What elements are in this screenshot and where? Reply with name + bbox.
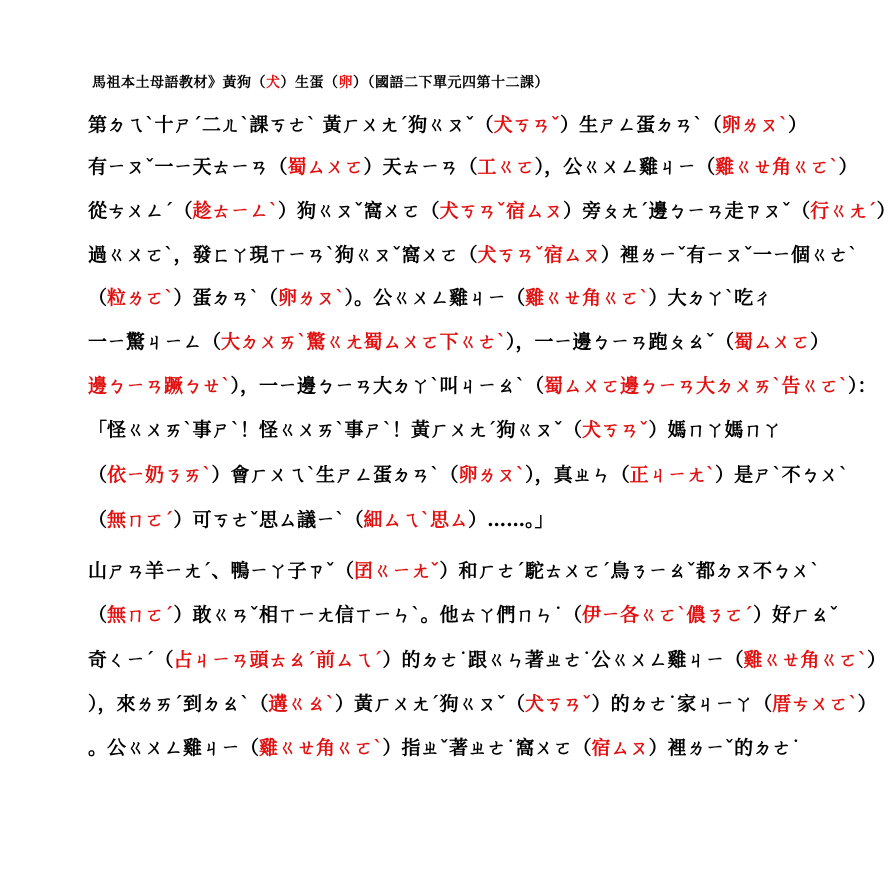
- text-line: [88, 505, 613, 543]
- text-line: [88, 733, 801, 771]
- mandarin-text: 山ㄕㄢ羊ㄧㄤˊ、鴨ㄧㄚ子ㄗˇ（: [88, 560, 355, 582]
- dialect-annotation: 宿ㄙㄡ: [591, 737, 649, 759]
- mandarin-text: 有ㄧㄡˇ一ㄧ天ㄊㄧㄢ（: [88, 156, 288, 178]
- dialect-annotation: 犬ㄎㄢˇ宿ㄙㄡ: [477, 244, 602, 266]
- mandarin-text: ）會ㄏㄨㄟˋ生ㄕㄥ蛋ㄉㄢˋ（: [211, 464, 459, 486]
- mandarin-text: ）可ㄎㄜˇ思ㄙ議ㄧˋ（: [173, 509, 364, 531]
- mandarin-text: ），一ㄧ邊ㄅㄧㄢ跑ㄆㄠˇ（: [506, 331, 735, 353]
- mandarin-text: ）的ㄉㄜ˙家ㄐㄧㄚ（: [591, 693, 773, 715]
- dialect-annotation: 無ㄇㄛˊ: [107, 604, 174, 626]
- dialect-annotation: 雞ㄍㄝ角ㄍㄛˋ: [743, 649, 868, 671]
- text-line: [88, 415, 782, 453]
- dialect-annotation: 犬ㄎㄢˇ: [582, 419, 649, 441]
- text-line: [88, 645, 887, 683]
- mandarin-text: 「怪ㄍㄨㄞˋ事ㄕˋ！怪ㄍㄨㄞˋ事ㄕˋ！黃ㄏㄨㄤˊ狗ㄍㄡˇ（: [88, 419, 583, 441]
- text-line: [88, 196, 896, 234]
- dialect-annotation: 蜀ㄙㄨㄛ邊ㄅㄧㄢ大ㄉㄨㄞˋ告ㄍㄛˋ: [544, 375, 849, 397]
- dialect-annotation: 犬ㄎㄢˇ宿ㄙㄡ: [439, 200, 564, 222]
- text-line: [88, 152, 858, 190]
- dialect-annotation: 犬ㄎㄢˇ: [493, 114, 561, 136]
- mandarin-text: ）好ㄏㄠˇ: [753, 604, 839, 626]
- mandarin-text: 。公ㄍㄨㄥ雞ㄐㄧ（: [88, 737, 260, 759]
- dialect-annotation: 邊ㄅㄧㄢ蹶ㄅㄝˋ: [88, 375, 231, 397]
- text-line: [88, 600, 839, 638]
- dialect-annotation: 雞ㄍㄝ角ㄍㄛˋ: [259, 737, 383, 759]
- text-line: [88, 556, 820, 594]
- dialect-annotation: 蜀ㄙㄨㄛ: [287, 156, 364, 178]
- mandarin-text: （: [88, 604, 108, 626]
- mandarin-text: ）天ㄊㄧㄢ（: [363, 156, 478, 178]
- dialect-annotation: 雞ㄍㄝ角ㄍㄛˋ: [715, 156, 839, 178]
- mandarin-text: ）裡ㄌㄧˇ有ㄧㄡˇ一ㄧ個ㄍㄜˋ: [601, 244, 858, 266]
- text-line: [88, 240, 858, 278]
- text-line: [88, 689, 877, 727]
- dialect-annotation: 占ㄐㄧㄢ頭ㄊㄠˊ前ㄙㄟˊ: [173, 649, 383, 671]
- dialect-annotation: 卵ㄌㄡˋ: [278, 287, 345, 309]
- mandarin-text: ），來ㄌㄞˊ到ㄉㄠˋ（: [88, 693, 269, 715]
- mandarin-text: 從ㄘㄨㄥˊ（: [88, 200, 193, 222]
- mandarin-text: 一ㄧ驚ㄐㄧㄥ（: [88, 331, 222, 353]
- mandarin-text: ），真ㄓㄣ（: [525, 464, 630, 486]
- mandarin-text: （: [88, 287, 108, 309]
- mandarin-text: ）: [810, 331, 830, 353]
- text-line: [88, 327, 830, 365]
- dialect-annotation: 趁ㄊㄧㄥˋ: [192, 200, 279, 222]
- mandarin-text: ）: [838, 156, 858, 178]
- dialect-annotation: 粒ㄌㄛˋ: [107, 287, 174, 309]
- dialect-annotation: 依ㄧ奶ㄋㄞˋ: [107, 464, 212, 486]
- text-line: [88, 371, 877, 409]
- mandarin-text: （: [88, 509, 108, 531]
- text-line: [88, 110, 808, 148]
- dialect-annotation: 厝ㄘㄨㄛˋ: [772, 693, 858, 715]
- dialect-annotation: 雞ㄍㄝ角ㄍㄛˋ: [525, 287, 649, 309]
- mandarin-text: ）媽ㄇㄚ媽ㄇㄚ: [648, 419, 782, 441]
- mandarin-text: ）大ㄉㄚˋ吃ㄔ: [648, 287, 773, 309]
- header-part: ）生蛋（: [280, 75, 339, 91]
- mandarin-text: ）裡ㄌㄧˇ的ㄉㄜ˙: [648, 737, 801, 759]
- header-part: ）（國語二下單元四第十二課）: [353, 75, 549, 91]
- dialect-annotation: 犬ㄎㄢˇ: [525, 693, 592, 715]
- mandarin-text: ）旁ㄆㄤˊ邊ㄅㄧㄢ走ㄗㄡˇ（: [563, 200, 811, 222]
- mandarin-text: ）的ㄉㄜ˙跟ㄍㄣ著ㄓㄜ˙公ㄍㄨㄥ雞ㄐㄧ（: [382, 649, 744, 671]
- header-part: 卵: [338, 75, 353, 91]
- header-part: 馬祖本土母語教材》黃狗（: [92, 75, 266, 91]
- page-header: [92, 72, 612, 92]
- mandarin-text: ）黃ㄏㄨㄤˊ狗ㄍㄡˇ（: [335, 693, 526, 715]
- mandarin-text: ）指ㄓˇ著ㄓㄜ˙窩ㄨㄛ（: [382, 737, 592, 759]
- mandarin-text: 過ㄍㄨㄛˋ，發ㄈㄚ現ㄒㄧㄢˋ狗ㄍㄡˇ窩ㄨㄛ（: [88, 244, 478, 266]
- text-line: [88, 460, 849, 498]
- mandarin-text: （: [88, 464, 108, 486]
- mandarin-text: ），一ㄧ邊ㄅㄧㄢ大ㄉㄚˋ叫ㄐㄧㄠˋ（: [230, 375, 545, 397]
- header-part: 犬: [266, 75, 281, 91]
- dialect-annotation: 伊ㄧ各ㄍㄛˋ儂ㄋㄛˊ: [582, 604, 754, 626]
- mandarin-text: ）狗ㄍㄡˇ窩ㄨㄛ（: [278, 200, 440, 222]
- mandarin-text: ）是ㄕˋ不ㄅㄨˋ: [715, 464, 849, 486]
- mandarin-text: ）生ㄕㄥ蛋ㄉㄢˋ（: [560, 114, 722, 136]
- mandarin-text: ）: [788, 114, 808, 136]
- mandarin-text: 第ㄉㄟˋ十ㄕˊ二ㄦˋ課ㄎㄜˋ 黃ㄏㄨㄤˊ狗ㄍㄡˇ（: [88, 114, 494, 136]
- mandarin-text: 奇ㄑㄧˊ（: [88, 649, 174, 671]
- dialect-annotation: 工ㄍㄛ: [477, 156, 535, 178]
- mandarin-text: ）: [857, 693, 877, 715]
- mandarin-text: ）: [876, 200, 896, 222]
- dialect-annotation: 蜀ㄙㄨㄛ: [734, 331, 811, 353]
- mandarin-text: ），公ㄍㄨㄥ雞ㄐㄧ（: [534, 156, 716, 178]
- dialect-annotation: 卵ㄌㄡˋ: [721, 114, 789, 136]
- mandarin-text: ）：: [848, 375, 877, 397]
- text-line: [88, 283, 773, 321]
- mandarin-text: ）……。」: [468, 509, 554, 531]
- mandarin-text: ）和ㄏㄜˊ駝ㄊㄨㄛˊ鳥ㄋㄧㄠˇ都ㄉㄡ不ㄅㄨˋ: [439, 560, 820, 582]
- dialect-annotation: 遘ㄍㄠˋ: [268, 693, 336, 715]
- dialect-annotation: 行ㄍㄤˊ: [810, 200, 877, 222]
- dialect-annotation: 無ㄇㄛˊ: [107, 509, 174, 531]
- mandarin-text: ）敢ㄍㄢˇ相ㄒㄧㄤ信ㄒㄧㄣˋ。他ㄊㄚ們ㄇㄣ˙（: [173, 604, 583, 626]
- dialect-annotation: 正ㄐㄧㄤˋ: [629, 464, 716, 486]
- dialect-annotation: 卵ㄌㄡˋ: [458, 464, 526, 486]
- mandarin-text: ）蛋ㄉㄢˋ（: [173, 287, 279, 309]
- dialect-annotation: 細ㄙㄟˋ思ㄙ: [363, 509, 469, 531]
- dialect-annotation: 囝ㄍㄧㄤˇ: [354, 560, 440, 582]
- mandarin-text: ）: [867, 649, 887, 671]
- mandarin-text: ）。公ㄍㄨㄥ雞ㄐㄧ（: [344, 287, 526, 309]
- dialect-annotation: 大ㄉㄨㄞˋ驚ㄍㄤ蜀ㄙㄨㄛ下ㄍㄜˋ: [221, 331, 507, 353]
